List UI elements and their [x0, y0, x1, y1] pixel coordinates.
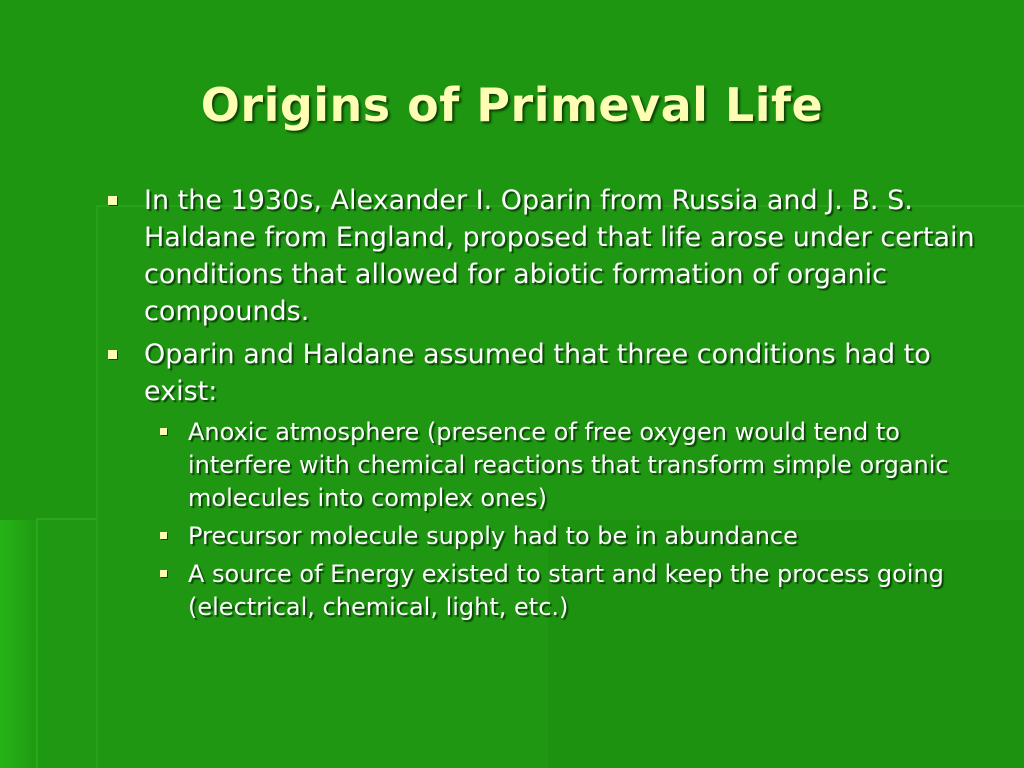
- bullet-text: In the 1930s, Alexander I. Oparin from Russia and J. B. S. Haldane from England, proposed that life arose under certain conditions that allowed for abiotic formation of organic compounds.: [144, 185, 975, 327]
- sub-bullet-item-3: [104, 558, 1004, 624]
- sub-bullet-text: Anoxic atmosphere (presence of free oxygen would tend to interfere with chemical reactions that transform simple organic molecules into complex ones): [188, 418, 949, 512]
- bullet-text: Oparin and Haldane assumed that three conditions had to exist:: [144, 339, 931, 407]
- sub-bullet-text: Precursor molecule supply had to be in abundance: [188, 522, 798, 550]
- bullet-item-1: [104, 182, 1004, 330]
- square-bullet-icon: [160, 428, 167, 435]
- square-bullet-icon: [108, 350, 117, 359]
- background-strip-left: [0, 520, 36, 768]
- sub-bullet-item-1: [104, 416, 1004, 515]
- square-bullet-icon: [160, 532, 167, 539]
- sub-bullet-text: A source of Energy existed to start and keep the process going (electrical, chemical, light, etc.): [188, 560, 944, 621]
- square-bullet-icon: [108, 196, 117, 205]
- slide-body: [104, 182, 1004, 629]
- sub-bullet-item-2: [104, 520, 1004, 553]
- bullet-item-2: [104, 336, 1004, 410]
- slide-title: Origins of Primeval Life: [200, 78, 824, 132]
- square-bullet-icon: [160, 570, 167, 577]
